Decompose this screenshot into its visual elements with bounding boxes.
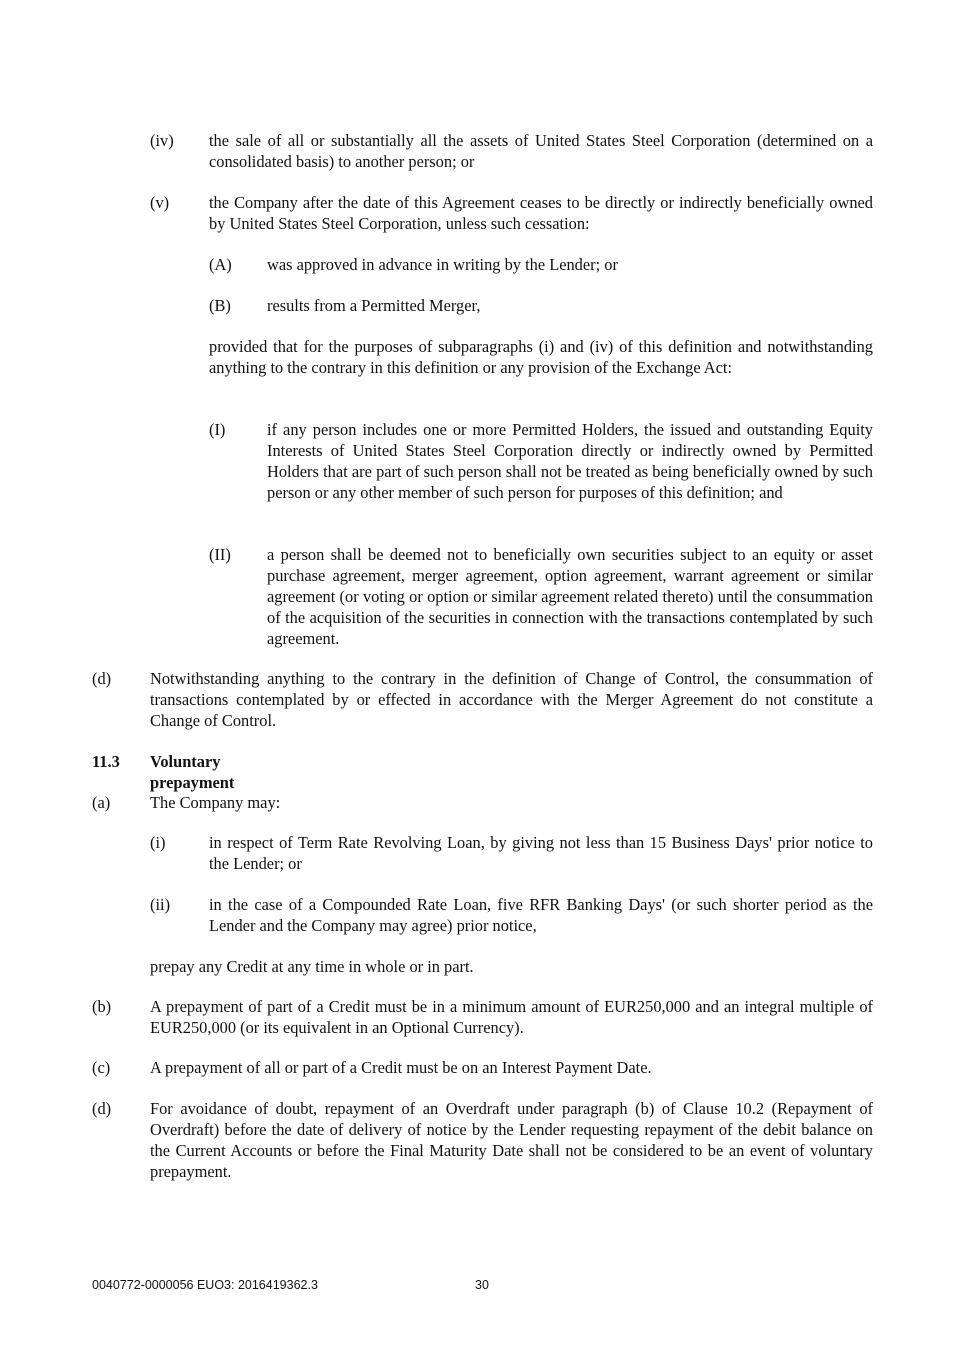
clause-label: (A)	[209, 255, 232, 274]
proviso-text: provided that for the purposes of subparagraphs (i) and (iv) of this definition and notwithstanding anything to the contrary in this definition or any provision of the Exchange Act:	[209, 337, 873, 377]
clause-text: the sale of all or substantially all the assets of United States Steel Corporation (determined on a consolidated basis) to another person; or	[209, 131, 873, 171]
clause-label: (II)	[209, 545, 231, 564]
clause-label: (iv)	[150, 131, 174, 150]
clause-text: A prepayment of all or part of a Credit must be on an Interest Payment Date.	[150, 1058, 652, 1077]
clause-text: a person shall be deemed not to beneficially own securities subject to an equity or asset purchase agreement, merger agreement, option agreement, warrant agreement or similar agreement (or voting or option or similar agreement related thereto) until the consummation of the acquisition of the securities in connection with the transactions contemplated by such agreement.	[267, 545, 873, 648]
clause-text: in respect of Term Rate Revolving Loan, by giving not less than 15 Business Days' prior notice to the Lender; or	[209, 833, 873, 873]
clause-text: if any person includes one or more Permitted Holders, the issued and outstanding Equity Interests of United States Steel Corporation directly or indirectly owned by Permitted Holders that are part of such person shall not be treated as being beneficially owned by such person or any other member of such person for purposes of this definition; and	[267, 420, 873, 502]
footer-doc-reference: 0040772-0000056 EUO3: 2016419362.3	[92, 1278, 318, 1292]
section-title: Voluntary prepayment	[150, 752, 235, 792]
clause-text: For avoidance of doubt, repayment of an Overdraft under paragraph (b) of Clause 10.2 (Repayment of Overdraft) before the date of delivery of notice by the Lender requesting repayment of the debit balance on the Current Accounts or before the Final Maturity Date shall not be considered to be an event of voluntary prepayment.	[150, 1099, 873, 1181]
clause-label: (a)	[92, 793, 111, 812]
clause-text: in the case of a Compounded Rate Loan, five RFR Banking Days' (or such shorter period as the Lender and the Company may agree) prior notice,	[209, 895, 873, 935]
clause-text: results from a Permitted Merger,	[267, 296, 481, 315]
clause-label: (B)	[209, 296, 231, 315]
clause-text: Notwithstanding anything to the contrary in the definition of Change of Control, the consummation of transactions contemplated by or effected in accordance with the Merger Agreement do not constitute a Change of Control.	[150, 669, 873, 730]
clause-text: The Company may:	[150, 793, 281, 812]
clause-label: (I)	[209, 420, 226, 439]
clause-text: A prepayment of part of a Credit must be in a minimum amount of EUR250,000 and an integral multiple of EUR250,000 (or its equivalent in an Optional Currency).	[150, 997, 873, 1037]
clause-label: (c)	[92, 1058, 111, 1077]
clause-label: (i)	[150, 833, 166, 852]
clause-label: (ii)	[150, 895, 171, 914]
clause-label: (d)	[92, 669, 112, 688]
clause-label: (d)	[92, 1099, 112, 1118]
footer-page-number: 30	[475, 1278, 489, 1292]
clause-label: (v)	[150, 193, 170, 212]
clause-label: (b)	[92, 997, 112, 1016]
prepay-text: prepay any Credit at any time in whole or in part.	[150, 957, 474, 976]
clause-text: the Company after the date of this Agreement ceases to be directly or indirectly beneficially owned by United States Steel Corporation, unless such cessation:	[209, 193, 873, 233]
clause-text: was approved in advance in writing by the Lender; or	[267, 255, 618, 274]
section-number: 11.3	[92, 752, 120, 771]
